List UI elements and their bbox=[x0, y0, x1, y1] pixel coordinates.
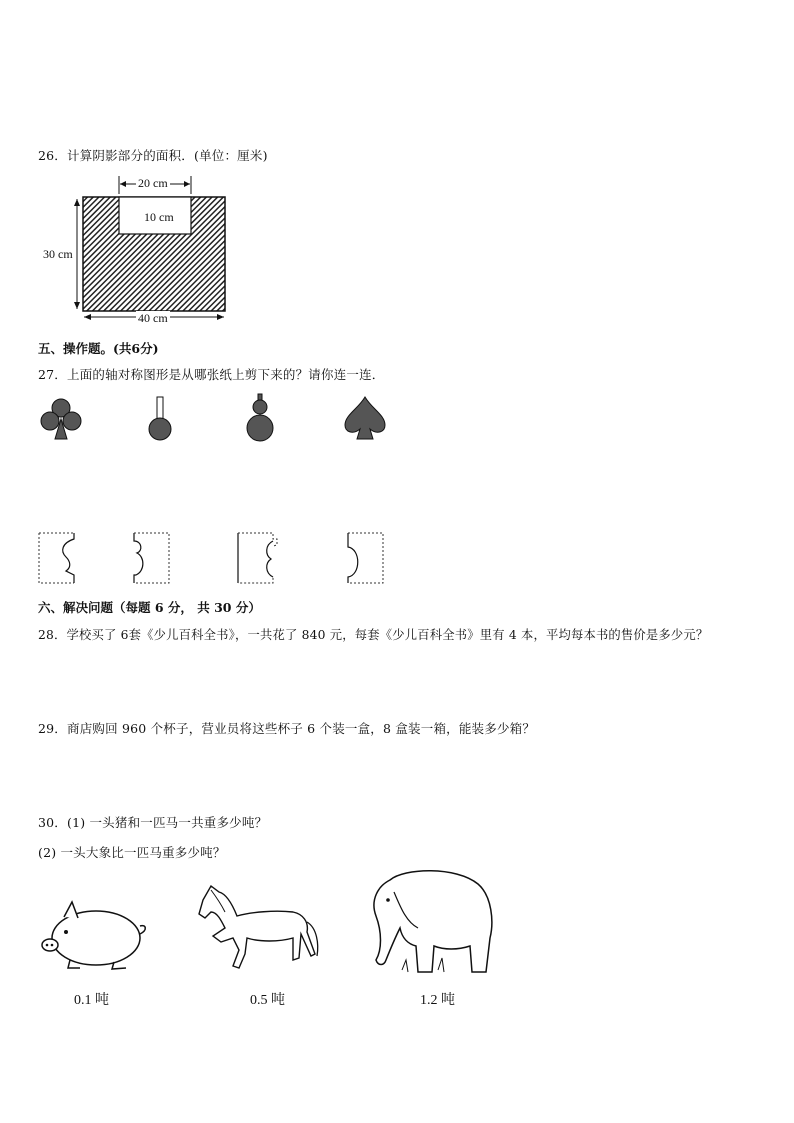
paper-c-icon bbox=[235, 531, 280, 585]
section-5-title: 五、操作题。(共6分) bbox=[38, 341, 159, 356]
question-26-text: 26．计算阴影部分的面积．(单位：厘米) bbox=[38, 148, 268, 163]
pig-weight: 0.1 吨 bbox=[74, 993, 109, 1008]
elephant-icon bbox=[360, 866, 500, 978]
club-shape-icon bbox=[36, 395, 96, 445]
dim-bottom-label: 40 cm bbox=[138, 311, 168, 325]
paper-d-icon bbox=[345, 531, 390, 585]
lollipop-shape-icon bbox=[140, 395, 180, 445]
gourd-shape-icon bbox=[240, 393, 280, 445]
spade-shape-icon bbox=[340, 395, 390, 445]
shaded-area-figure bbox=[40, 170, 240, 330]
question-30-part1-text: 30．(1) 一头猪和一匹马一共重多少吨？ bbox=[38, 815, 268, 830]
question-30-part2-text: (2) 一头大象比一匹马重多少吨？ bbox=[38, 845, 226, 860]
pig-icon bbox=[36, 890, 151, 975]
horse-icon bbox=[195, 882, 325, 977]
question-28-text: 28．学校买了 6套《少儿百科全书》，一共花了 840 元，每套《少儿百科全书》里有 4 本，平均每本书的售价是多少元？ bbox=[38, 628, 709, 642]
question-27-text: 27．上面的轴对称图形是从哪张纸上剪下来的？请你连一连． bbox=[38, 367, 385, 382]
question-29-text: 29．商店购回 960 个杯子，营业员将这些杯子 6 个装一盒，8 盒装一箱，能装多少箱？ bbox=[38, 721, 536, 736]
section-6-title: 六、解决问题（每题 6 分， 共 30 分） bbox=[38, 600, 261, 615]
paper-a-icon bbox=[36, 531, 81, 585]
elephant-weight: 1.2 吨 bbox=[420, 993, 455, 1008]
dim-top-label: 20 cm bbox=[138, 176, 168, 190]
horse-weight: 0.5 吨 bbox=[250, 993, 285, 1008]
paper-b-icon bbox=[131, 531, 176, 585]
dim-inner-label: 10 cm bbox=[144, 210, 174, 224]
dim-left-label: 30 cm bbox=[43, 247, 73, 261]
